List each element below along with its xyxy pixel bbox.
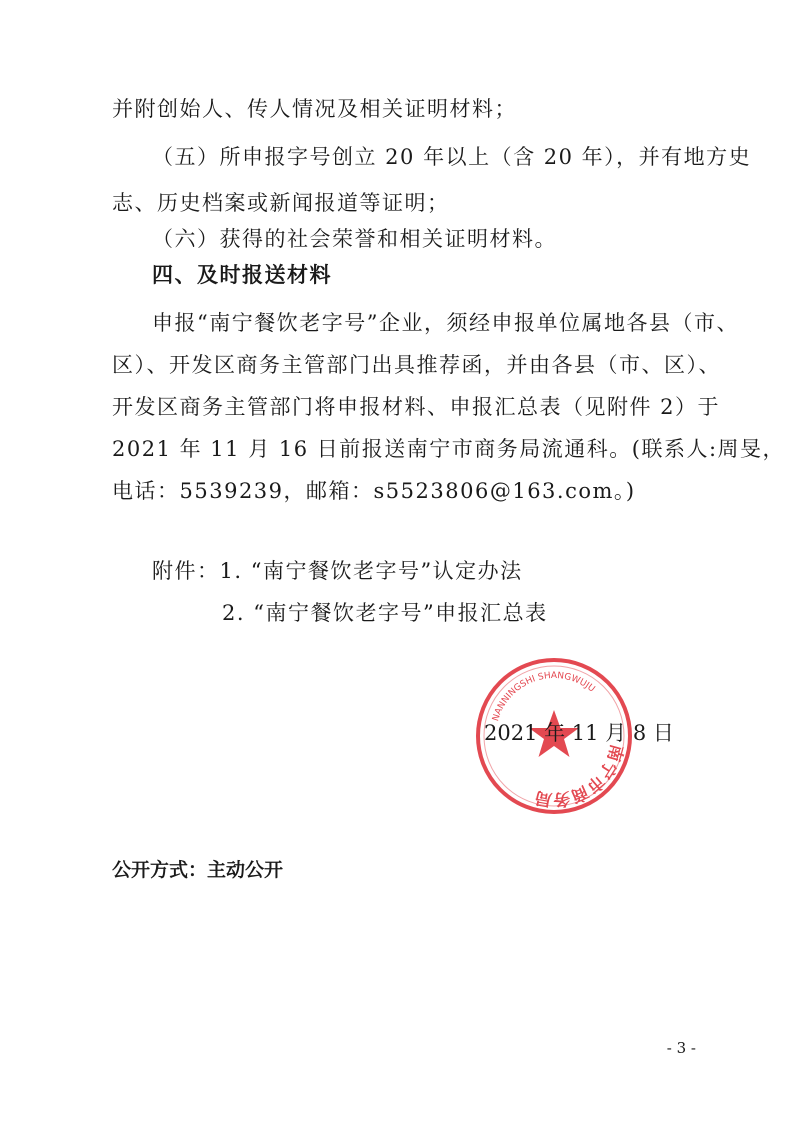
document-date: 2021 年 11 月 8 日	[484, 721, 674, 745]
body-line-9: 电话：5539239，邮箱：s5523806@163.com。)	[112, 479, 636, 503]
seal-pinyin: NANNINGSHI SHANGWUJU	[491, 670, 597, 723]
body-line-6: 区）、开发区商务主管部门出具推荐函，并由各县（市、区）、	[112, 353, 721, 377]
body-line-5: 申报“南宁餐饮老字号”企业，须经申报单位属地各县（市、	[152, 311, 739, 335]
body-line-1: 并附创始人、传人情况及相关证明材料；	[112, 97, 517, 121]
seal-text: 南宁市商务局	[533, 742, 627, 810]
disclosure-method: 公开方式：主动公开	[112, 859, 284, 881]
section-heading-4: 四、及时报送材料	[152, 263, 332, 287]
attachment-item-2: 2. “南宁餐饮老字号”申报汇总表	[222, 601, 548, 625]
body-line-8: 2021 年 11 月 16 日前报送南宁市商务局流通科。(联系人:周旻，	[112, 437, 786, 461]
body-line-3: 志、历史档案或新闻报道等证明；	[112, 191, 450, 215]
page-number: - 3 -	[666, 1039, 696, 1057]
body-line-2: （五）所申报字号创立 20 年以上（含 20 年），并有地方史	[152, 145, 752, 169]
body-line-7: 开发区商务主管部门将申报材料、申报汇总表（见附件 2）于	[112, 395, 721, 419]
attachment-item-1: 附件：1. “南宁餐饮老字号”认定办法	[152, 559, 523, 583]
body-line-4: （六）获得的社会荣誉和相关证明材料。	[152, 227, 557, 251]
